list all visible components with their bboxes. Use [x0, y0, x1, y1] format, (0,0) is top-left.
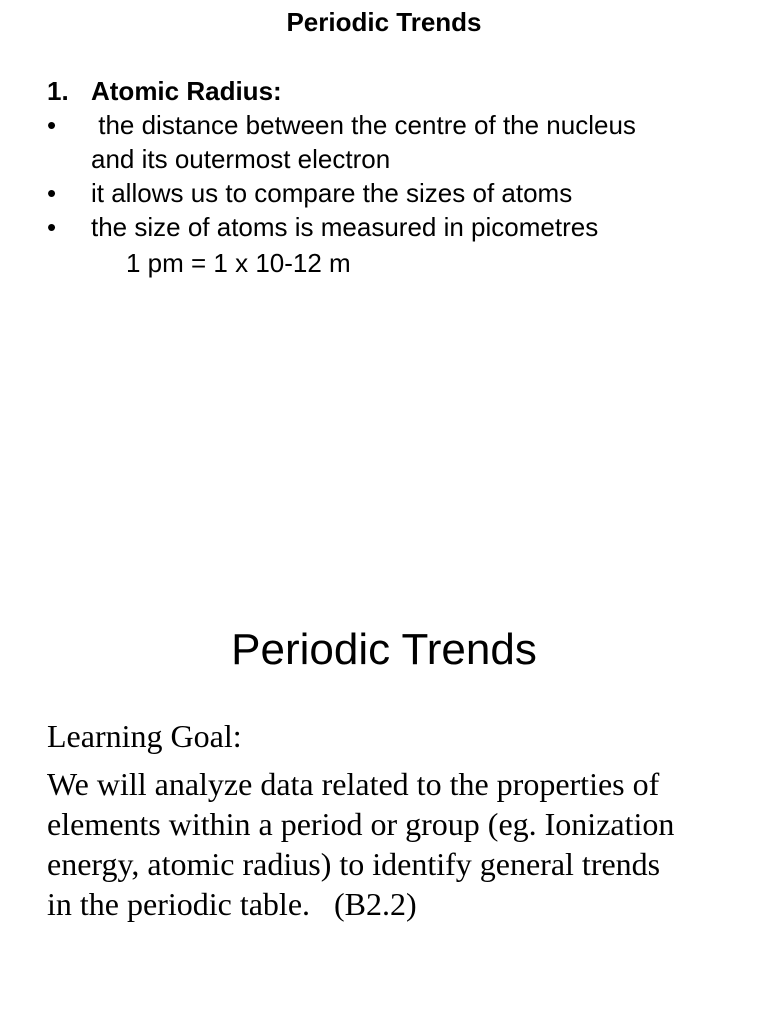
bullet-item: [47, 210, 747, 244]
unit-conversion: 1 pm = 1 x 10-12 m: [126, 248, 351, 278]
goal-text-line: in the periodic table. (B2.2): [47, 886, 417, 922]
learning-goal-label: Learning Goal:: [47, 718, 242, 754]
goal-text-line: energy, atomic radius) to identify general trends: [47, 846, 661, 882]
bottom-slide-title: Periodic Trends: [231, 625, 537, 674]
bullet-text-line: and its outermost electron: [91, 144, 391, 174]
section-heading-text: Atomic Radius:: [91, 76, 282, 106]
bullet-list: [47, 108, 747, 244]
bullet-dot-icon: •: [47, 212, 57, 242]
bullet-text-line: the size of atoms is measured in picometres: [91, 212, 599, 242]
bullet-dot-icon: •: [47, 110, 57, 140]
learning-goal-text: [47, 764, 747, 924]
bullet-item: [47, 176, 747, 210]
section-heading: [47, 74, 282, 108]
bullet-text-line: the distance between the centre of the nucleus: [91, 110, 636, 140]
top-slide-title: Periodic Trends: [286, 7, 482, 37]
goal-text-line: elements within a period or group (eg. Ionization: [47, 806, 675, 842]
section-number: 1.: [47, 76, 69, 106]
bullet-item: [47, 108, 747, 176]
goal-text-line: We will analyze data related to the properties of: [47, 766, 660, 802]
bullet-dot-icon: •: [47, 178, 57, 208]
bullet-text-line: it allows us to compare the sizes of atoms: [91, 178, 573, 208]
